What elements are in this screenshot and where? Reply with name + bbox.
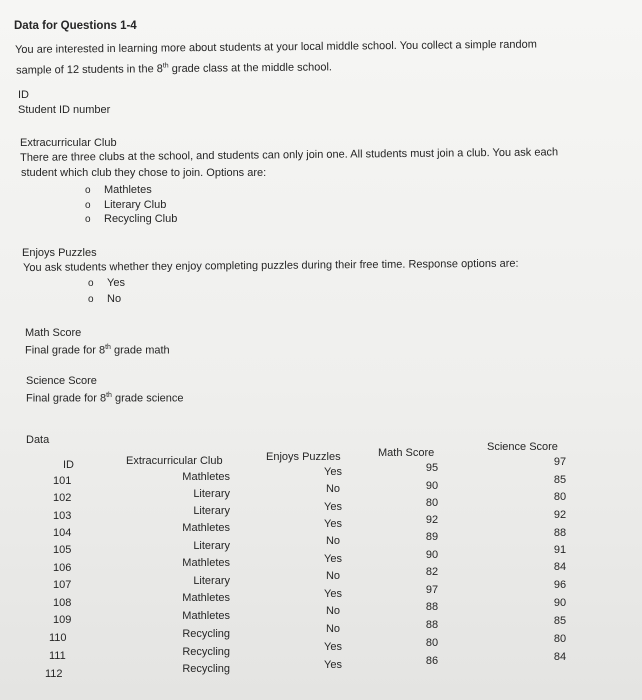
cell-science: 85 [553, 474, 567, 486]
puzzle-option: o Yes [107, 277, 125, 290]
cell-puzzles: No [325, 535, 341, 547]
cell-club: Literary [193, 575, 230, 587]
cell-club: Mathletes [182, 471, 230, 483]
puzzle-variable-desc: You ask students whether they enjoy completing puzzles during their free time. Response options are: [23, 257, 519, 274]
cell-puzzles: No [325, 605, 341, 617]
cell-math: 88 [425, 601, 439, 613]
cell-science: 84 [553, 651, 567, 663]
cell-id: 109 [53, 614, 72, 626]
cell-club: Mathletes [182, 557, 230, 569]
header-math: Math Score [378, 447, 435, 459]
cell-id: 108 [53, 597, 72, 609]
cell-puzzles: Yes [324, 466, 342, 478]
cell-puzzles: Yes [324, 641, 342, 653]
cell-id: 105 [53, 544, 72, 556]
page-title: Data for Questions 1-4 [14, 20, 137, 32]
cell-club: Literary [193, 505, 230, 517]
cell-puzzles: No [325, 623, 341, 635]
header-id: ID [63, 459, 74, 471]
science-variable-desc: Final grade for 8th grade science [26, 392, 184, 405]
cell-id: 104 [53, 527, 72, 539]
cell-id: 110 [49, 632, 67, 644]
cell-id: 107 [53, 579, 72, 591]
cell-science: 90 [553, 597, 567, 609]
cell-math: 86 [425, 655, 439, 667]
intro-line-2: sample of 12 students in the 8th grade class at the middle school. [16, 61, 333, 77]
id-variable-desc: Student ID number [18, 104, 111, 116]
cell-science: 80 [553, 633, 567, 645]
science-variable-name: Science Score [26, 375, 97, 387]
cell-puzzles: Yes [324, 553, 342, 565]
cell-id: 102 [53, 492, 72, 504]
cell-id: 101 [53, 475, 72, 487]
cell-club: Mathletes [182, 592, 230, 604]
cell-science: 97 [553, 456, 567, 468]
club-variable-desc-1: There are three clubs at the school, and students can only join one. All students must join a club. You ask each [20, 146, 559, 164]
cell-puzzles: Yes [324, 659, 342, 671]
header-science: Science Score [487, 441, 558, 453]
club-variable-desc-2: student which club they chose to join. Options are: [21, 167, 267, 179]
cell-puzzles: Yes [324, 588, 342, 600]
cell-puzzles: No [325, 483, 341, 495]
cell-math: 80 [425, 497, 439, 509]
cell-math: 90 [425, 549, 439, 561]
cell-science: 91 [553, 544, 567, 556]
cell-id: 112 [45, 668, 63, 680]
puzzle-variable-name: Enjoys Puzzles [22, 247, 97, 259]
cell-math: 82 [425, 566, 439, 578]
club-option: o Recycling Club [104, 213, 177, 226]
header-club: Extracurricular Club [126, 455, 223, 467]
club-option: o Literary Club [104, 199, 166, 212]
data-section-label: Data [26, 434, 50, 446]
cell-math: 89 [425, 531, 439, 543]
cell-id: 111 [49, 650, 66, 662]
cell-club: Recycling [182, 628, 230, 640]
cell-science: 80 [553, 491, 567, 503]
cell-id: 106 [53, 562, 72, 574]
club-variable-name: Extracurricular Club [20, 137, 117, 149]
cell-club: Mathletes [182, 522, 230, 534]
cell-science: 88 [553, 527, 567, 539]
math-variable-name: Math Score [25, 327, 82, 339]
cell-club: Literary [193, 540, 230, 552]
cell-puzzles: Yes [324, 518, 342, 530]
math-variable-desc: Final grade for 8th grade math [25, 344, 170, 357]
cell-math: 90 [425, 480, 439, 492]
cell-math: 88 [425, 619, 439, 631]
cell-science: 84 [553, 561, 567, 573]
puzzle-option: o No [107, 293, 121, 306]
cell-math: 97 [425, 584, 439, 596]
intro-line-1: You are interested in learning more about students at your local middle school. You collect a simple random [15, 38, 537, 56]
cell-science: 92 [553, 509, 567, 521]
cell-science: 96 [553, 579, 567, 591]
cell-club: Literary [193, 488, 230, 500]
cell-math: 95 [425, 462, 439, 474]
cell-math: 92 [425, 514, 439, 526]
header-puzzles: Enjoys Puzzles [266, 451, 341, 463]
cell-puzzles: No [325, 570, 341, 582]
cell-puzzles: Yes [324, 501, 342, 513]
cell-club: Mathletes [182, 610, 230, 622]
club-option: o Mathletes [104, 184, 152, 197]
cell-id: 103 [53, 510, 72, 522]
cell-club: Recycling [182, 663, 230, 675]
cell-club: Recycling [182, 646, 230, 658]
cell-science: 85 [553, 615, 567, 627]
id-variable-name: ID [18, 89, 29, 101]
cell-math: 80 [425, 637, 439, 649]
